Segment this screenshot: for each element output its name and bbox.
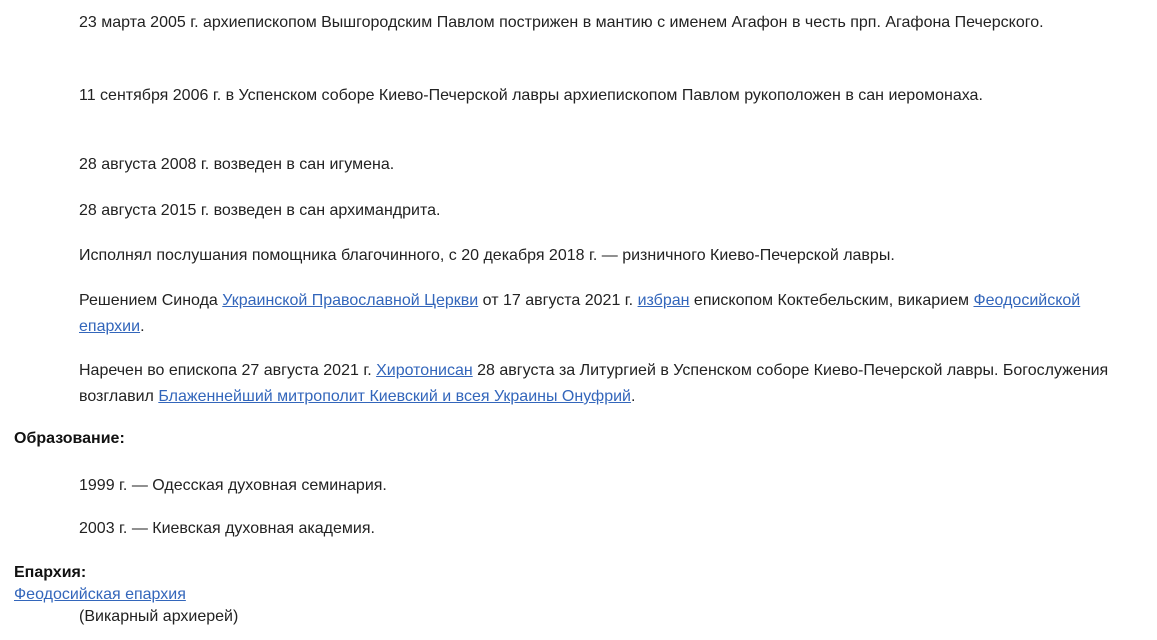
link-elected[interactable]: избран [637, 292, 690, 309]
eparchy-link-line [14, 584, 186, 606]
eparchy-note: (Викарный архиерей) [79, 608, 239, 625]
bio-paragraph-tonsure: 23 марта 2005 г. архиепископом Вышгородским Павлом пострижен в мантию с именем Агафон в честь прп. Агафона Печерского. [79, 14, 1044, 31]
link-consecrated[interactable]: Хиротонисан [376, 362, 473, 379]
text-run: . [140, 318, 145, 335]
bio-paragraph-hegumen: 28 августа 2008 г. возведен в сан игумена. [79, 156, 395, 173]
eparchy-heading: Епархия: [14, 564, 87, 581]
text-run: 28 августа за Литургией в Успенском соборе Киево-Печерской лавры. Богослужения возглавил [79, 362, 1109, 405]
bio-paragraph-election [79, 288, 1144, 340]
text-run: Решением Синода [79, 292, 223, 309]
link-feodosia-eparchy-inline[interactable]: Феодосийской епархии [79, 292, 1081, 335]
link-ukrainian-orthodox-church[interactable]: Украинской Православной Церкви [222, 292, 479, 309]
bio-paragraph-consecration [79, 358, 1144, 410]
bio-paragraph-archimandrite: 28 августа 2015 г. возведен в сан архимандрита. [79, 202, 441, 219]
link-feodosia-eparchy[interactable]: Феодосийская епархия [14, 586, 186, 603]
link-metropolitan-onuphrius[interactable]: Блаженнейший митрополит Киевский и всея Украины Онуфрий [158, 388, 631, 405]
text-run: от 17 августа 2021 г. [478, 292, 638, 309]
bio-paragraph-obediences: Исполнял послушания помощника благочинного, с 20 декабря 2018 г. — ризничного Киево-Печерской лавры. [79, 247, 895, 264]
education-item-seminary: 1999 г. — Одесская духовная семинария. [79, 477, 387, 494]
text-run: . [630, 388, 636, 405]
education-item-academy: 2003 г. — Киевская духовная академия. [79, 520, 375, 537]
text-run: Наречен во епископа 27 августа 2021 г. [79, 362, 377, 379]
bio-paragraph-ordination: 11 сентября 2006 г. в Успенском соборе Киево-Печерской лавры архиепископом Павлом рукоположен в сан иеромонаха. [79, 87, 983, 104]
text-run: епископом Коктебельским, викарием [689, 292, 974, 309]
education-heading: Образование: [14, 430, 125, 447]
